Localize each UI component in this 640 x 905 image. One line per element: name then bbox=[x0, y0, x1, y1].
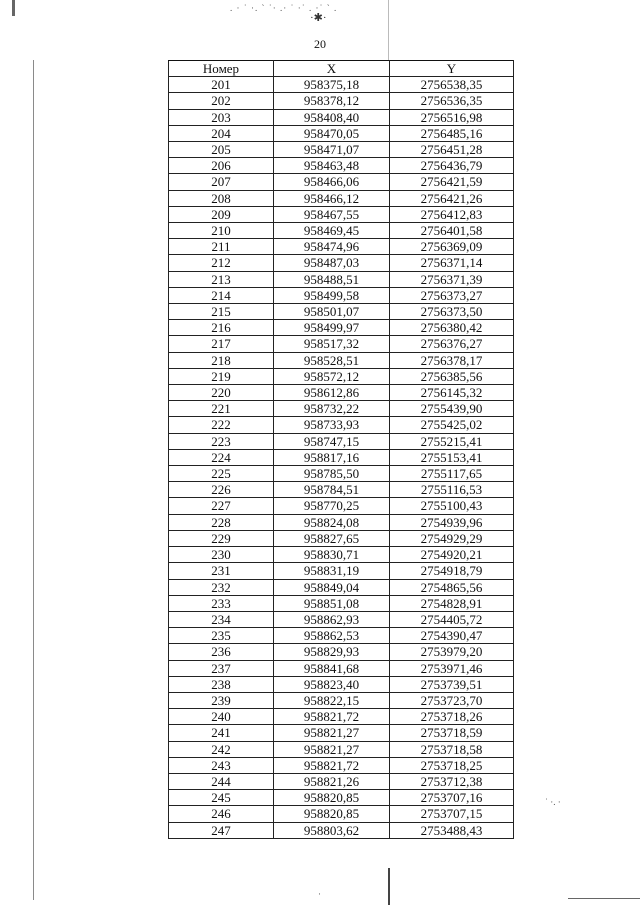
cell-y: 2756412,83 bbox=[390, 206, 514, 222]
cell-number: 243 bbox=[169, 757, 274, 773]
cell-x: 958820,85 bbox=[274, 806, 390, 822]
cell-x: 958463,48 bbox=[274, 158, 390, 174]
table-row bbox=[169, 676, 514, 692]
cell-y: 2755425,02 bbox=[390, 417, 514, 433]
cell-number: 226 bbox=[169, 482, 274, 498]
scan-mark-top-left bbox=[12, 0, 15, 16]
table-row bbox=[169, 304, 514, 320]
table-row bbox=[169, 741, 514, 757]
cell-x: 958572,12 bbox=[274, 368, 390, 384]
table-row bbox=[169, 725, 514, 741]
cell-y: 2755116,53 bbox=[390, 482, 514, 498]
cell-number: 239 bbox=[169, 692, 274, 708]
cell-y: 2755100,43 bbox=[390, 498, 514, 514]
scan-noise-right: ˙ ·. · bbox=[545, 797, 561, 807]
table-row bbox=[169, 822, 514, 838]
cell-number: 235 bbox=[169, 628, 274, 644]
table-row bbox=[169, 223, 514, 239]
table-row bbox=[169, 579, 514, 595]
cell-y: 2753718,26 bbox=[390, 709, 514, 725]
cell-number: 215 bbox=[169, 304, 274, 320]
table-row bbox=[169, 174, 514, 190]
table-row bbox=[169, 595, 514, 611]
cell-x: 958528,51 bbox=[274, 352, 390, 368]
cell-number: 208 bbox=[169, 190, 274, 206]
cell-y: 2756421,59 bbox=[390, 174, 514, 190]
table-row bbox=[169, 482, 514, 498]
cell-x: 958849,04 bbox=[274, 579, 390, 595]
table-row bbox=[169, 692, 514, 708]
table-row bbox=[169, 530, 514, 546]
cell-x: 958821,72 bbox=[274, 757, 390, 773]
table-row bbox=[169, 287, 514, 303]
cell-number: 220 bbox=[169, 385, 274, 401]
cell-number: 234 bbox=[169, 611, 274, 627]
table-header-row bbox=[169, 61, 514, 77]
cell-y: 2753488,43 bbox=[390, 822, 514, 838]
cell-x: 958821,72 bbox=[274, 709, 390, 725]
cell-y: 2756369,09 bbox=[390, 239, 514, 255]
cell-y: 2754865,56 bbox=[390, 579, 514, 595]
scan-fold-line-bottom bbox=[388, 868, 390, 905]
cell-y: 2756373,27 bbox=[390, 287, 514, 303]
table-row bbox=[169, 142, 514, 158]
table-row bbox=[169, 271, 514, 287]
cell-number: 209 bbox=[169, 206, 274, 222]
cell-x: 958831,19 bbox=[274, 563, 390, 579]
cell-number: 204 bbox=[169, 125, 274, 141]
table-row bbox=[169, 158, 514, 174]
cell-number: 225 bbox=[169, 466, 274, 482]
cell-y: 2755439,90 bbox=[390, 401, 514, 417]
cell-number: 241 bbox=[169, 725, 274, 741]
cell-number: 228 bbox=[169, 514, 274, 530]
cell-x: 958821,27 bbox=[274, 725, 390, 741]
scan-noise-top: . · ˙ ·. ` ˙· .· ˙ ·˙ . ·˙ ` . bbox=[230, 3, 338, 13]
cell-y: 2756373,50 bbox=[390, 304, 514, 320]
cell-x: 958470,05 bbox=[274, 125, 390, 141]
table-row bbox=[169, 644, 514, 660]
column-header-y: Y bbox=[390, 61, 514, 77]
cell-y: 2756538,35 bbox=[390, 77, 514, 93]
cell-number: 205 bbox=[169, 142, 274, 158]
table-row bbox=[169, 125, 514, 141]
cell-x: 958824,08 bbox=[274, 514, 390, 530]
cell-x: 958803,62 bbox=[274, 822, 390, 838]
cell-x: 958375,18 bbox=[274, 77, 390, 93]
cell-x: 958732,22 bbox=[274, 401, 390, 417]
cell-x: 958821,27 bbox=[274, 741, 390, 757]
cell-y: 2756380,42 bbox=[390, 320, 514, 336]
cell-y: 2753723,70 bbox=[390, 692, 514, 708]
cell-y: 2756401,58 bbox=[390, 223, 514, 239]
cell-number: 222 bbox=[169, 417, 274, 433]
cell-x: 958471,07 bbox=[274, 142, 390, 158]
cell-number: 206 bbox=[169, 158, 274, 174]
cell-y: 2753979,20 bbox=[390, 644, 514, 660]
column-header-x: X bbox=[274, 61, 390, 77]
cell-number: 211 bbox=[169, 239, 274, 255]
cell-x: 958466,06 bbox=[274, 174, 390, 190]
cell-y: 2755215,41 bbox=[390, 433, 514, 449]
table-row bbox=[169, 660, 514, 676]
cell-y: 2753718,25 bbox=[390, 757, 514, 773]
table-row bbox=[169, 417, 514, 433]
cell-x: 958784,51 bbox=[274, 482, 390, 498]
cell-number: 210 bbox=[169, 223, 274, 239]
cell-number: 233 bbox=[169, 595, 274, 611]
cell-number: 213 bbox=[169, 271, 274, 287]
cell-number: 232 bbox=[169, 579, 274, 595]
cell-number: 244 bbox=[169, 773, 274, 789]
cell-y: 2755117,65 bbox=[390, 466, 514, 482]
cell-x: 958862,93 bbox=[274, 611, 390, 627]
table-body bbox=[169, 77, 514, 839]
cell-y: 2756371,14 bbox=[390, 255, 514, 271]
cell-number: 245 bbox=[169, 790, 274, 806]
table-row bbox=[169, 190, 514, 206]
cell-number: 227 bbox=[169, 498, 274, 514]
table-row bbox=[169, 547, 514, 563]
cell-x: 958474,96 bbox=[274, 239, 390, 255]
table-row bbox=[169, 709, 514, 725]
cell-x: 958829,93 bbox=[274, 644, 390, 660]
cell-y: 2754929,29 bbox=[390, 530, 514, 546]
table-row bbox=[169, 563, 514, 579]
cell-number: 212 bbox=[169, 255, 274, 271]
cell-y: 2754920,21 bbox=[390, 547, 514, 563]
cell-y: 2756421,26 bbox=[390, 190, 514, 206]
scan-edge-line-left bbox=[33, 60, 34, 900]
cell-number: 201 bbox=[169, 77, 274, 93]
cell-y: 2756451,28 bbox=[390, 142, 514, 158]
cell-x: 958408,40 bbox=[274, 109, 390, 125]
cell-y: 2756536,35 bbox=[390, 93, 514, 109]
cell-x: 958612,86 bbox=[274, 385, 390, 401]
table-row bbox=[169, 790, 514, 806]
cell-x: 958469,45 bbox=[274, 223, 390, 239]
table-row bbox=[169, 239, 514, 255]
page-number: 20 bbox=[314, 37, 326, 51]
table-row bbox=[169, 320, 514, 336]
cell-x: 958862,53 bbox=[274, 628, 390, 644]
cell-number: 236 bbox=[169, 644, 274, 660]
cell-number: 217 bbox=[169, 336, 274, 352]
cell-y: 2753739,51 bbox=[390, 676, 514, 692]
cell-number: 207 bbox=[169, 174, 274, 190]
table-row bbox=[169, 449, 514, 465]
cell-number: 237 bbox=[169, 660, 274, 676]
cell-y: 2753718,59 bbox=[390, 725, 514, 741]
cell-x: 958499,97 bbox=[274, 320, 390, 336]
cell-y: 2756145,32 bbox=[390, 385, 514, 401]
cell-x: 958821,26 bbox=[274, 773, 390, 789]
cell-y: 2754405,72 bbox=[390, 611, 514, 627]
scan-noise-mark: ·✱· bbox=[310, 12, 327, 24]
cell-x: 958488,51 bbox=[274, 271, 390, 287]
cell-number: 240 bbox=[169, 709, 274, 725]
cell-x: 958841,68 bbox=[274, 660, 390, 676]
cell-number: 242 bbox=[169, 741, 274, 757]
table-row bbox=[169, 77, 514, 93]
table-row bbox=[169, 109, 514, 125]
cell-x: 958770,25 bbox=[274, 498, 390, 514]
cell-y: 2756376,27 bbox=[390, 336, 514, 352]
cell-y: 2753707,16 bbox=[390, 790, 514, 806]
table-row bbox=[169, 401, 514, 417]
cell-y: 2756516,98 bbox=[390, 109, 514, 125]
cell-y: 2756436,79 bbox=[390, 158, 514, 174]
cell-x: 958517,32 bbox=[274, 336, 390, 352]
cell-x: 958820,85 bbox=[274, 790, 390, 806]
cell-y: 2754939,96 bbox=[390, 514, 514, 530]
cell-x: 958466,12 bbox=[274, 190, 390, 206]
cell-x: 958501,07 bbox=[274, 304, 390, 320]
table-row bbox=[169, 611, 514, 627]
table-row bbox=[169, 336, 514, 352]
cell-x: 958733,93 bbox=[274, 417, 390, 433]
table-row bbox=[169, 385, 514, 401]
scan-noise-bottom: · bbox=[318, 889, 321, 899]
cell-x: 958487,03 bbox=[274, 255, 390, 271]
coordinates-table bbox=[168, 60, 514, 839]
cell-x: 958817,16 bbox=[274, 449, 390, 465]
table-row bbox=[169, 628, 514, 644]
cell-y: 2754390,47 bbox=[390, 628, 514, 644]
cell-number: 202 bbox=[169, 93, 274, 109]
cell-x: 958822,15 bbox=[274, 692, 390, 708]
cell-x: 958827,65 bbox=[274, 530, 390, 546]
cell-x: 958467,55 bbox=[274, 206, 390, 222]
table-row bbox=[169, 466, 514, 482]
cell-number: 203 bbox=[169, 109, 274, 125]
cell-number: 218 bbox=[169, 352, 274, 368]
cell-y: 2756371,39 bbox=[390, 271, 514, 287]
cell-x: 958830,71 bbox=[274, 547, 390, 563]
cell-number: 247 bbox=[169, 822, 274, 838]
cell-number: 214 bbox=[169, 287, 274, 303]
cell-x: 958823,40 bbox=[274, 676, 390, 692]
cell-x: 958851,08 bbox=[274, 595, 390, 611]
cell-number: 238 bbox=[169, 676, 274, 692]
cell-number: 231 bbox=[169, 563, 274, 579]
cell-y: 2754828,91 bbox=[390, 595, 514, 611]
table-row bbox=[169, 514, 514, 530]
table-row bbox=[169, 352, 514, 368]
cell-number: 223 bbox=[169, 433, 274, 449]
cell-y: 2755153,41 bbox=[390, 449, 514, 465]
cell-y: 2753707,15 bbox=[390, 806, 514, 822]
table-row bbox=[169, 498, 514, 514]
cell-number: 216 bbox=[169, 320, 274, 336]
cell-x: 958747,15 bbox=[274, 433, 390, 449]
cell-x: 958499,58 bbox=[274, 287, 390, 303]
table-row bbox=[169, 255, 514, 271]
cell-x: 958378,12 bbox=[274, 93, 390, 109]
table-row bbox=[169, 773, 514, 789]
cell-number: 221 bbox=[169, 401, 274, 417]
column-header-number: Номер bbox=[169, 61, 274, 77]
cell-number: 229 bbox=[169, 530, 274, 546]
table-row bbox=[169, 206, 514, 222]
table-row bbox=[169, 806, 514, 822]
table-row bbox=[169, 368, 514, 384]
cell-number: 219 bbox=[169, 368, 274, 384]
table-row bbox=[169, 93, 514, 109]
scan-line-bottom-right bbox=[568, 898, 640, 899]
table-row bbox=[169, 433, 514, 449]
cell-number: 224 bbox=[169, 449, 274, 465]
cell-y: 2753712,38 bbox=[390, 773, 514, 789]
table-row bbox=[169, 757, 514, 773]
cell-y: 2756378,17 bbox=[390, 352, 514, 368]
cell-y: 2756485,16 bbox=[390, 125, 514, 141]
cell-x: 958785,50 bbox=[274, 466, 390, 482]
cell-y: 2756385,56 bbox=[390, 368, 514, 384]
cell-number: 246 bbox=[169, 806, 274, 822]
cell-y: 2754918,79 bbox=[390, 563, 514, 579]
cell-y: 2753718,58 bbox=[390, 741, 514, 757]
cell-y: 2753971,46 bbox=[390, 660, 514, 676]
cell-number: 230 bbox=[169, 547, 274, 563]
